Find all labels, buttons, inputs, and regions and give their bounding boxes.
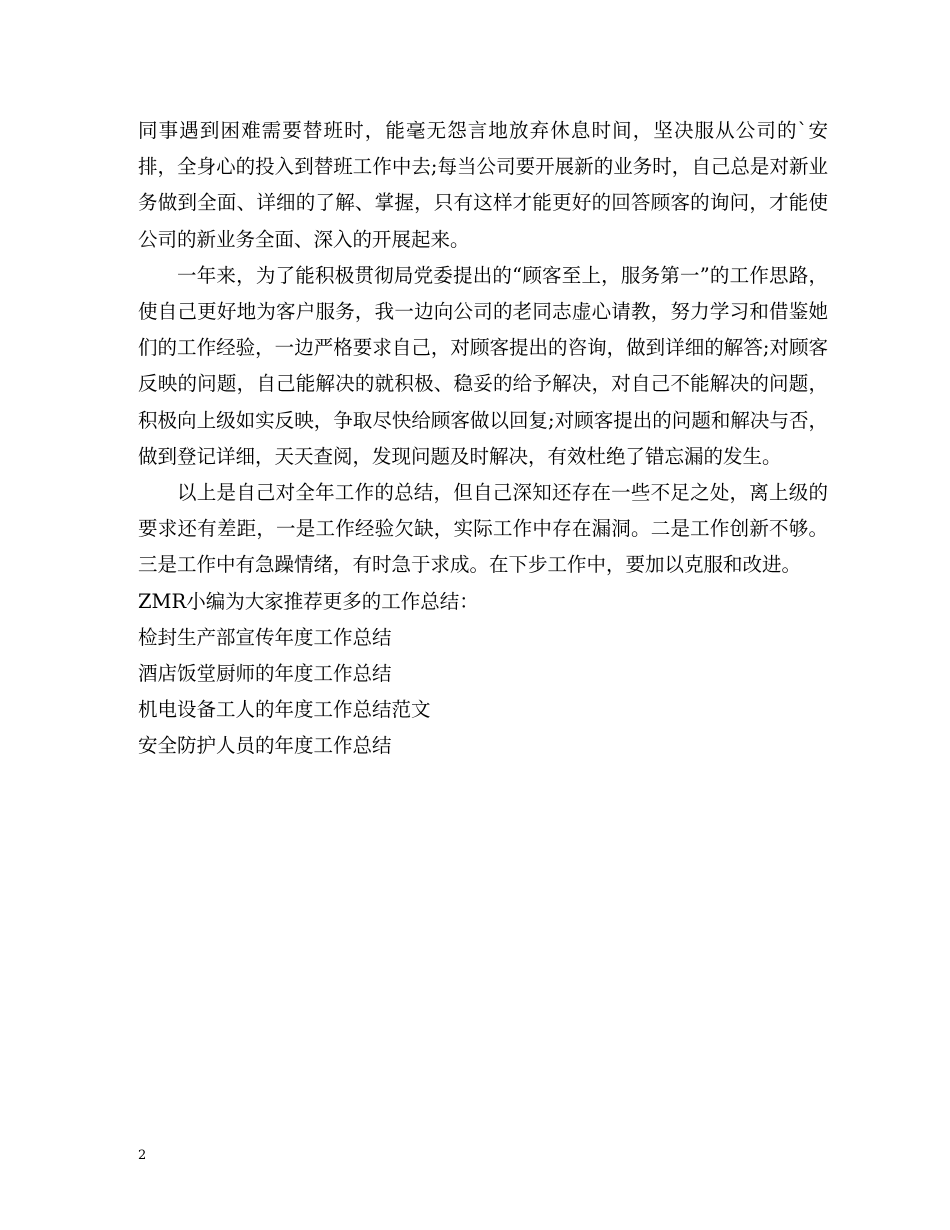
recommend-link-2[interactable]: 酒店饭堂厨师的年度工作总结 bbox=[138, 662, 392, 686]
recommend-link-4[interactable]: 安全防护人员的年度工作总结 bbox=[138, 734, 392, 758]
recommend-intro: ZMR小编为大家推荐更多的工作总结： bbox=[138, 589, 479, 613]
document-body bbox=[138, 113, 828, 765]
paragraph-2: 一年来，为了能积极贯彻局党委提出的“顾客至上，服务第一”的工作思路，使自己更好地为客户服务，我一边向公司的老同志虚心请教，努力学习和借鉴她们的工作经验，一边严格要求自己，对顾客提出的咨询，做到详细的解答;对顾客反映的问题，自己能解决的就积极、稳妥的给予解决，对自己不能解决的问题，积极向上级如实反映，争取尽快给顾客做以回复;对顾客提出的问题和解决与否，做到登记详细，天天查阅，发现问题及时解决，有效杜绝了错忘漏的发生。 bbox=[138, 263, 828, 468]
recommend-link-3[interactable]: 机电设备工人的年度工作总结范文 bbox=[138, 698, 431, 722]
paragraph-1: 同事遇到困难需要替班时，能毫无怨言地放弃休息时间，坚决服从公司的`安排，全身心的投入到替班工作中去;每当公司要开展新的业务时，自己总是对新业务做到全面、详细的了解、掌握，只有这样才能更好的回答顾客的询问，才能使公司的新业务全面、深入的开展起来。 bbox=[138, 119, 828, 251]
recommend-list bbox=[138, 620, 828, 765]
recommend-link-1[interactable]: 检封生产部宣传年度工作总结 bbox=[138, 625, 392, 649]
page-number: 2 bbox=[138, 1148, 147, 1163]
paragraph-3: 以上是自己对全年工作的总结，但自己深知还存在一些不足之处，离上级的要求还有差距，一是工作经验欠缺，实际工作中存在漏洞。二是工作创新不够。三是工作中有急躁情绪，有时急于求成。在下步工作中，要加以克服和改进。 bbox=[138, 481, 828, 577]
